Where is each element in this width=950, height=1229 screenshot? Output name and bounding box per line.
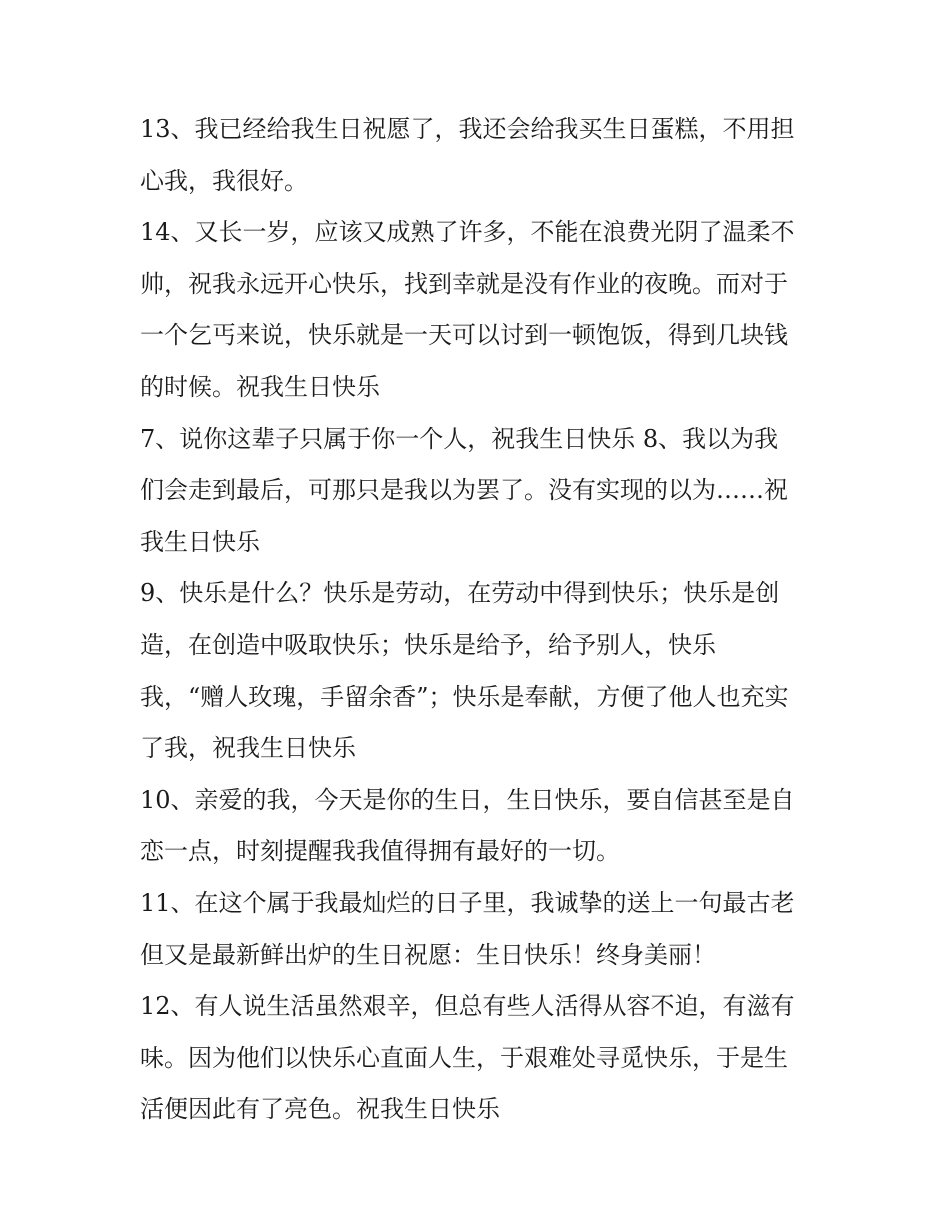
text-line: 了我，祝我生日快乐 (140, 734, 356, 763)
text-line: 7、说你这辈子只属于你一个人，祝我生日快乐 8、我以为我 (140, 424, 779, 453)
text-line: 12、有人说生活虽然艰辛，但总有些人活得从容不迫，有滋有 (140, 992, 795, 1021)
text-line: 我，“赠人玫瑰，手留余香”；快乐是奉献，方便了他人也充实 (140, 682, 789, 711)
text-line: 心我，我很好。 (140, 166, 308, 195)
text-line: 活便因此有了亮色。祝我生日快乐 (140, 1095, 500, 1124)
text-line: 造，在创造中吸取快乐；快乐是给予，给予别人，快乐 (140, 630, 716, 659)
body-text (140, 104, 820, 1136)
text-line: 帅，祝我永远开心快乐，找到幸就是没有作业的夜晚。而对于 (140, 269, 788, 298)
text-line: 们会走到最后，可那只是我以为罢了。没有实现的以为……祝 (140, 476, 788, 505)
text-line: 味。因为他们以快乐心直面人生，于艰难处寻觅快乐，于是生 (140, 1043, 788, 1072)
text-line: 一个乞丐来说，快乐就是一天可以讨到一顿饱饭，得到几块钱 (140, 321, 788, 350)
text-line: 恋一点，时刻提醒我我值得拥有最好的一切。 (140, 837, 620, 866)
text-line: 9、快乐是什么？快乐是劳动，在劳动中得到快乐；快乐是创 (140, 579, 780, 608)
text-line: 但又是最新鲜出炉的生日祝愿：生日快乐！终身美丽！ (140, 940, 716, 969)
text-line: 的时候。祝我生日快乐 (140, 372, 380, 401)
text-line: 我生日快乐 (140, 527, 260, 556)
text-line: 11、在这个属于我最灿烂的日子里，我诚挚的送上一句最古老 (140, 888, 795, 917)
text-line: 13、我已经给我生日祝愿了，我还会给我买生日蛋糕，不用担 (140, 115, 795, 143)
text-line: 14、又长一岁，应该又成熟了许多，不能在浪费光阴了温柔不 (140, 218, 795, 247)
text-line: 10、亲爱的我，今天是你的生日，生日快乐，要自信甚至是自 (140, 785, 795, 814)
